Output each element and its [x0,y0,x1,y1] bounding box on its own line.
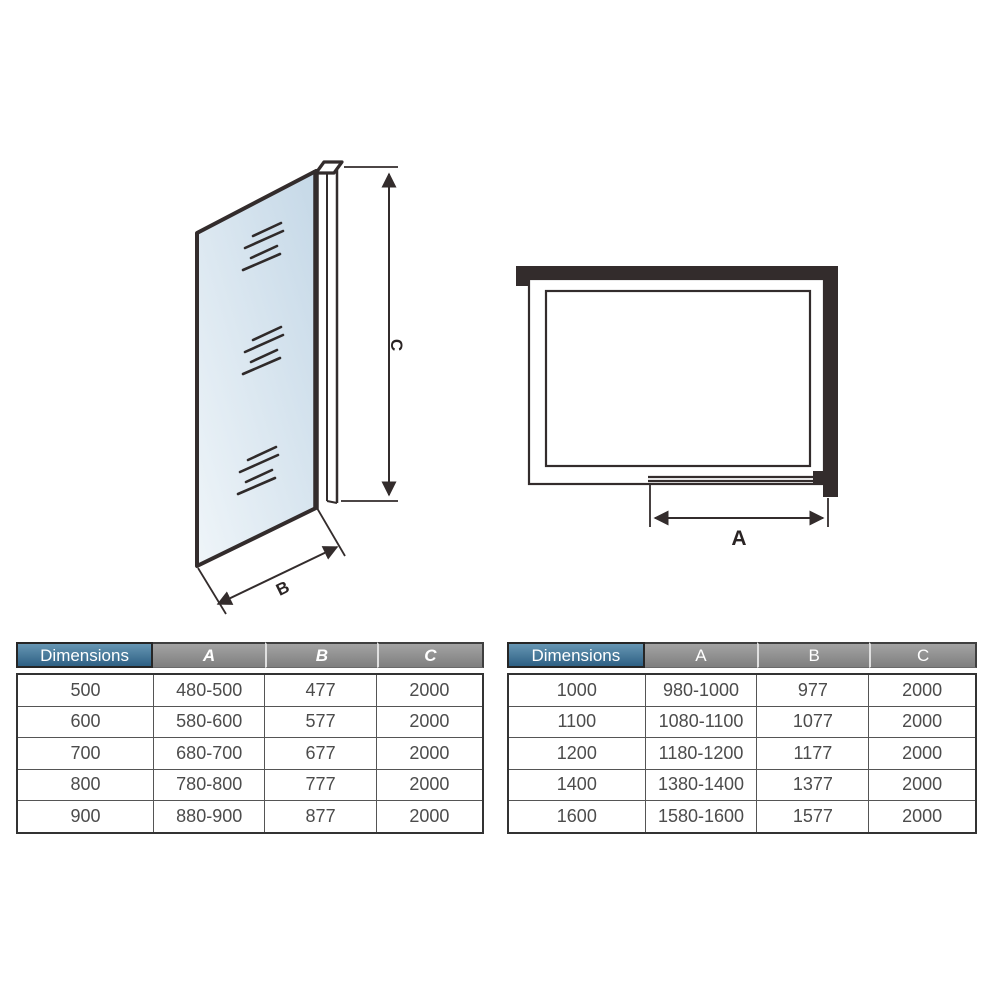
table-cell: 2000 [869,674,976,706]
table-cell: 600 [17,706,154,738]
table-cell: 800 [17,769,154,801]
table-cell: 1377 [757,769,869,801]
table-row [17,706,483,738]
table-cell: 700 [17,738,154,770]
table-cell: 900 [17,801,154,833]
table-row [17,801,483,833]
size-table-right-header [507,642,977,668]
header-c: C [869,642,977,668]
tray-inner [546,291,810,466]
table-cell: 480-500 [154,674,265,706]
table-cell: 1180-1200 [645,738,757,770]
header-dimensions: Dimensions [507,642,645,668]
table-cell: 1580-1600 [645,801,757,833]
table-cell: 2000 [376,706,483,738]
table-cell: 2000 [869,738,976,770]
table-cell: 780-800 [154,769,265,801]
table-cell: 577 [265,706,376,738]
table-cell: 2000 [376,801,483,833]
table-row [508,674,976,706]
header-c: C [377,642,484,668]
table-cell: 500 [17,674,154,706]
wall-bar-top-step [516,279,529,286]
table-cell: 2000 [869,801,976,833]
size-table-left [16,642,484,834]
table-cell: 1177 [757,738,869,770]
table-cell: 2000 [869,769,976,801]
table-cell: 1100 [508,706,645,738]
table-cell: 580-600 [154,706,265,738]
size-table-right-body [507,673,977,834]
glass-connector [813,471,827,483]
table-cell: 1400 [508,769,645,801]
table-cell: 980-1000 [645,674,757,706]
table-cell: 2000 [376,738,483,770]
table-cell: 1080-1100 [645,706,757,738]
header-a: A [153,642,265,668]
header-a: A [645,642,757,668]
table-cell: 877 [265,801,376,833]
size-table-left-body [16,673,484,834]
table-row [508,801,976,833]
size-table-right [507,642,977,834]
table-cell: 680-700 [154,738,265,770]
dimension-c-label: C [387,338,406,352]
table-cell: 880-900 [154,801,265,833]
table-cell: 1000 [508,674,645,706]
table-cell: 1577 [757,801,869,833]
table-cell: 2000 [376,674,483,706]
table-cell: 977 [757,674,869,706]
wall-bar-top [516,266,838,279]
dimension-c [341,167,398,501]
right-diagram [516,266,838,550]
table-cell: 777 [265,769,376,801]
table-cell: 1200 [508,738,645,770]
size-table-left-header [16,642,484,668]
header-dimensions: Dimensions [16,642,153,668]
table-row [17,769,483,801]
dimension-a-label: A [731,527,747,550]
table-cell: 677 [265,738,376,770]
left-diagram [197,162,406,614]
header-b: B [265,642,377,668]
table-cell: 1380-1400 [645,769,757,801]
table-row [508,738,976,770]
dimension-b-label: B [273,577,293,600]
header-b: B [757,642,869,668]
table-row [508,706,976,738]
table-row [17,738,483,770]
dimension-a [650,483,828,527]
table-row [508,769,976,801]
table-cell: 1600 [508,801,645,833]
table-cell: 2000 [869,706,976,738]
table-cell: 1077 [757,706,869,738]
table-cell: 2000 [376,769,483,801]
table-row [17,674,483,706]
wall-profile [327,170,337,503]
wall-bar-right [823,266,838,497]
table-cell: 477 [265,674,376,706]
